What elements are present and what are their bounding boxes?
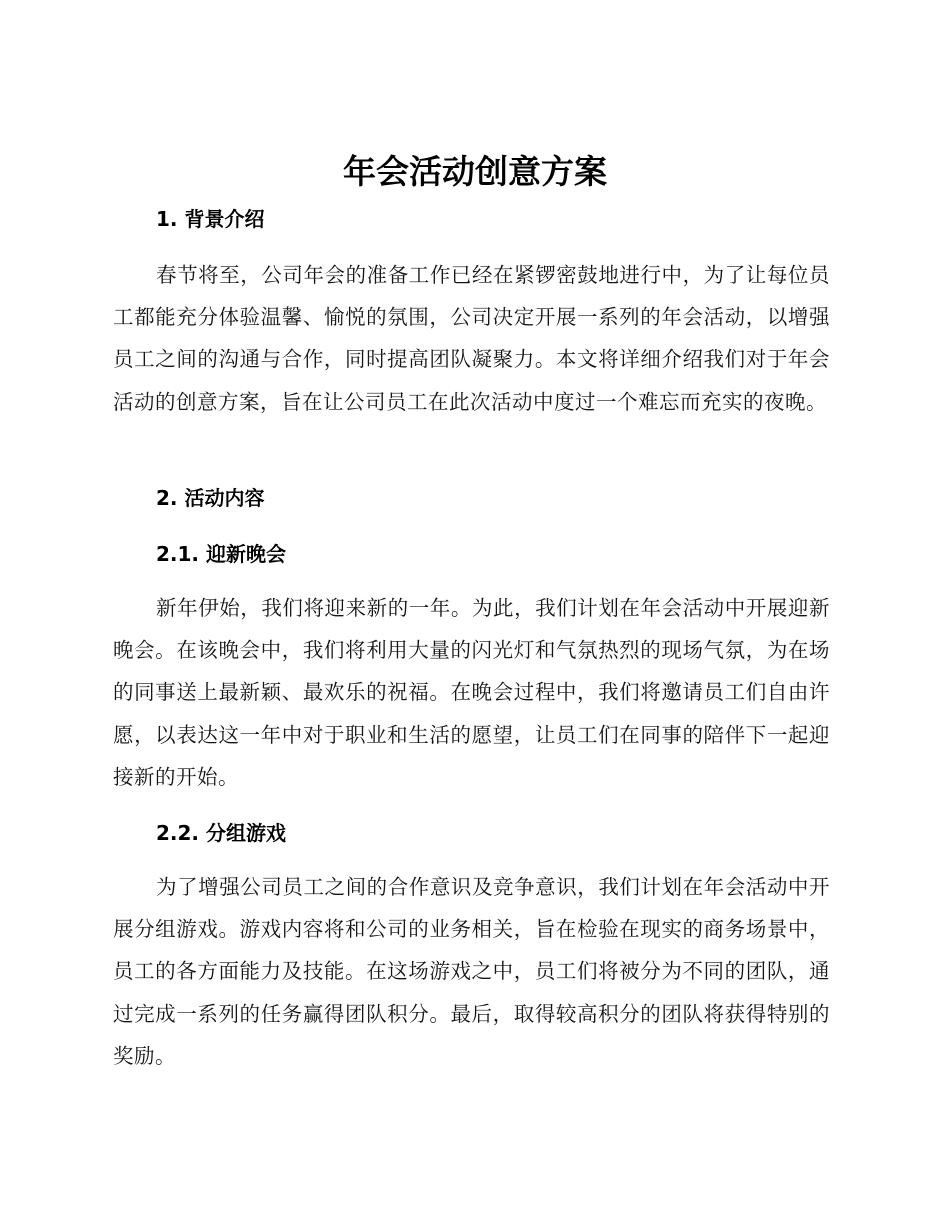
section-heading-background: 1. 背景介绍 (156, 207, 265, 231)
section-heading-group-games: 2.2. 分组游戏 (156, 821, 286, 845)
paragraph-group-games: 为了增强公司员工之间的合作意识及竞争意识，我们计划在年会活动中开展分组游戏。游戏内容将和公司的业务相关，旨在检验在现实的商务场景中，员工的各方面能力及技能。在这场游戏之中，员工们将被分为不同的团队，通过完成一系列的任务赢得团队积分。最后，取得较高积分的团队将获得特别的奖励。 (113, 875, 830, 1068)
paragraph-background: 春节将至，公司年会的准备工作已经在紧锣密鼓地进行中，为了让每位员工都能充分体验温馨、愉悦的氛围，公司决定开展一系列的年会活动，以增强员工之间的沟通与合作，同时提高团队凝聚力。本文将详细介绍我们对于年会活动的创意方案，旨在让公司员工在此次活动中度过一个难忘而充实的夜晚。 (113, 263, 830, 414)
paragraph-welcome-party: 新年伊始，我们将迎来新的一年。为此，我们计划在年会活动中开展迎新晚会。在该晚会中，我们将利用大量的闪光灯和气氛热烈的现场气氛，为在场的同事送上最新颖、最欢乐的祝福。在晚会过程中，我们将邀请员工们自由许愿，以表达这一年中对于职业和生活的愿望，让员工们在同事的陪伴下一起迎接新的开始。 (113, 596, 830, 789)
section-heading-welcome-party: 2.1. 迎新晚会 (156, 542, 286, 566)
document-title: 年会活动创意方案 (343, 152, 607, 191)
section-heading-activity-content: 2. 活动内容 (156, 486, 265, 510)
